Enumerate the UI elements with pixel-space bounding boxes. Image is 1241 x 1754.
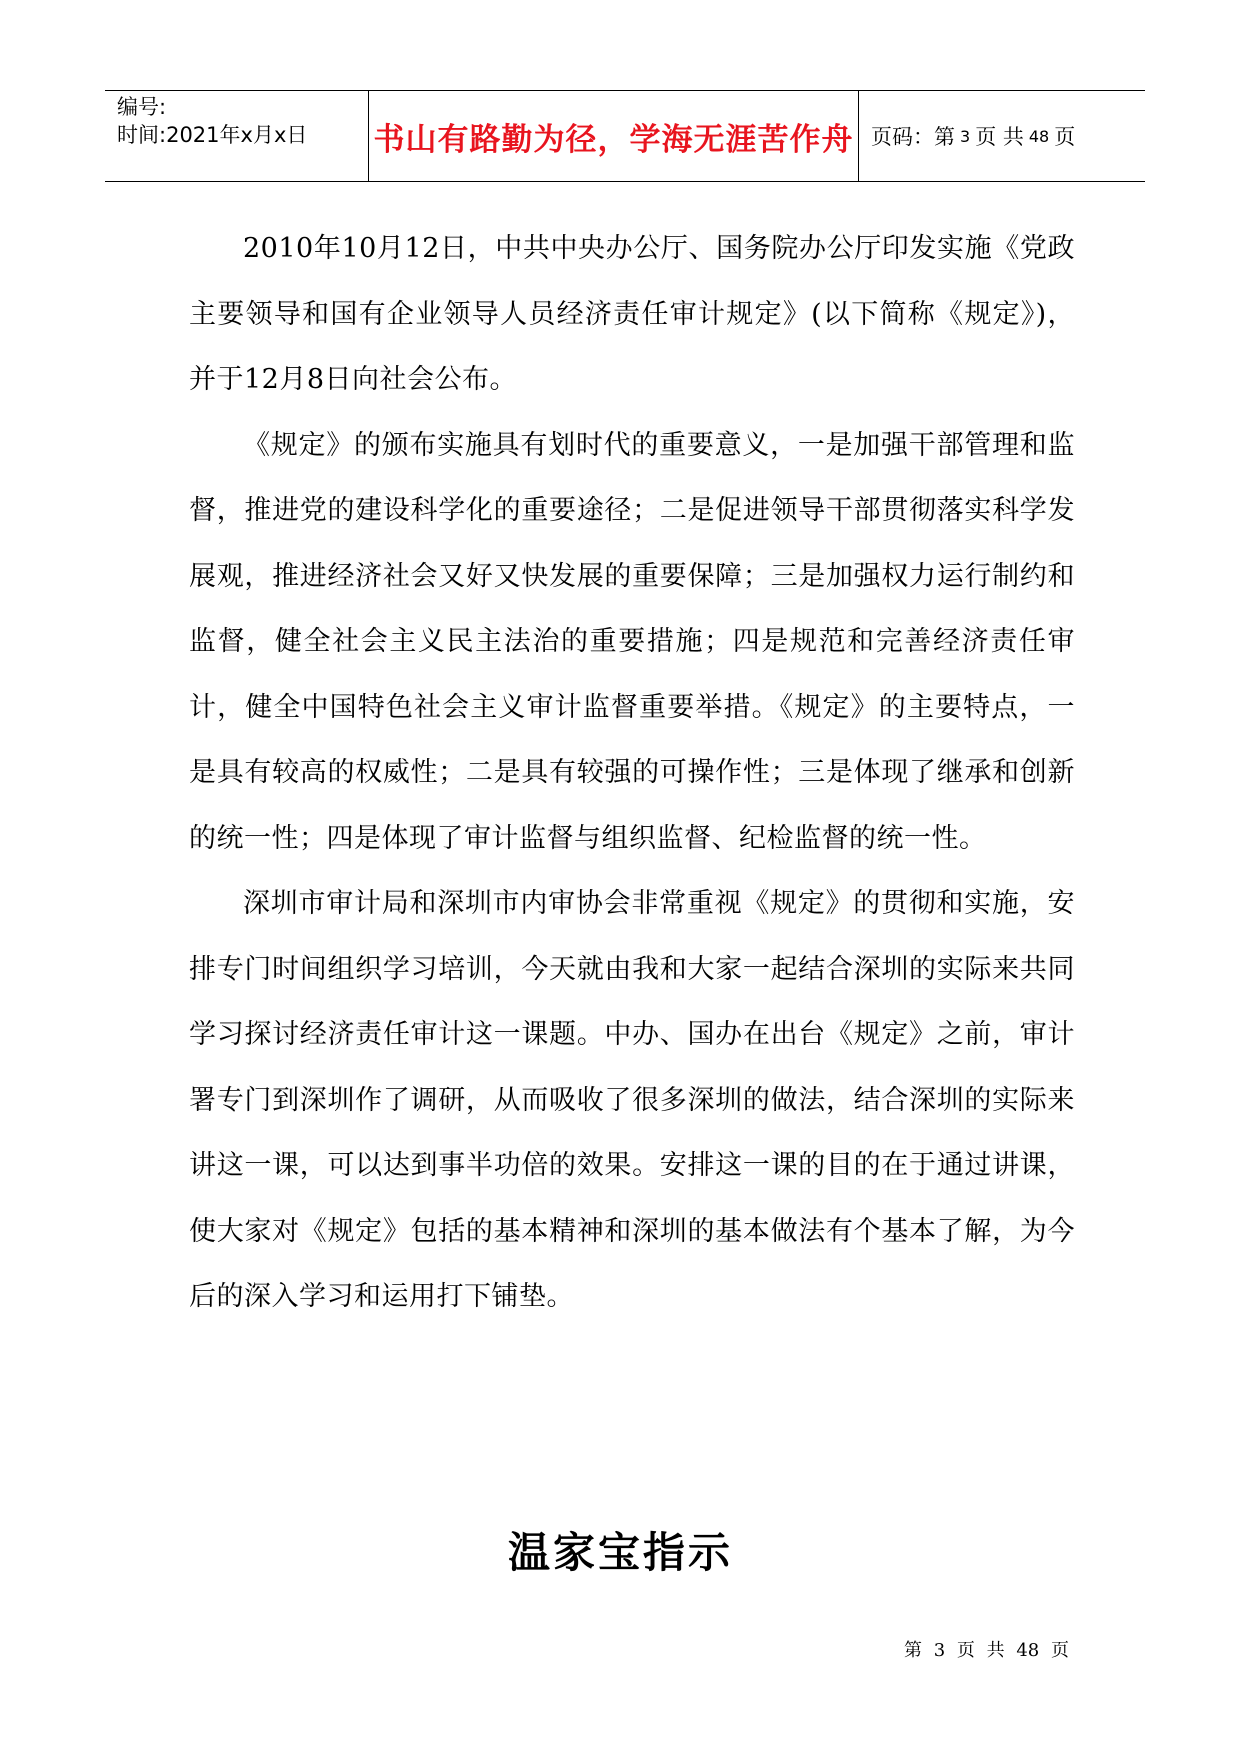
page-suffix: 页 — [1054, 125, 1076, 149]
page-header — [105, 90, 1145, 182]
paragraph-1: 2010年10月12日，中共中央办公厅、国务院办公厅印发实施《党政主要领导和国有企业领导人员经济责任审计规定》(以下简称《规定》)，并于12月8日向社会公布。 — [189, 233, 1075, 395]
header-page-number — [859, 91, 1145, 181]
header-meta — [105, 91, 369, 181]
time-value: 2021年x月x日 — [166, 123, 308, 147]
header-motto: 书山有路勤为径，学海无涯苦作舟 — [369, 91, 859, 181]
document-body — [189, 216, 1075, 1330]
page-footer: 第 3 页 共 48 页 — [904, 1640, 1069, 1661]
page-current: 3 — [960, 126, 971, 146]
number-label: 编号: — [117, 95, 167, 119]
paragraph-3: 深圳市审计局和深圳市内审协会非常重视《规定》的贯彻和实施，安排专门时间组织学习培训，今天就由我和大家一起结合深圳的实际来共同学习探讨经济责任审计这一课题。中办、国办在出台《规定》之前，审计署专门到深圳作了调研，从而吸收了很多深圳的做法，结合深圳的实际来讲这一课，可以达到事半功倍的效果。安排这一课的目的在于通过讲课，使大家对《规定》包括的基本精神和深圳的基本做法有个基本了解，为今后的深入学习和运用打下铺垫。 — [189, 888, 1075, 1312]
page-total: 48 — [1028, 126, 1050, 146]
time-label: 时间: — [117, 123, 167, 147]
paragraph-2: 《规定》的颁布实施具有划时代的重要意义，一是加强干部管理和监督，推进党的建设科学化的重要途径；二是促进领导干部贯彻落实科学发展观，推进经济社会又好又快发展的重要保障；三是加强权力运行制约和监督，健全社会主义民主法治的重要措施；四是规范和完善经济责任审计，健全中国特色社会主义审计监督重要举措。《规定》的主要特点，一是具有较高的权威性；二是具有较强的可操作性；三是体现了继承和创新的统一性；四是体现了审计监督与组织监督、纪检监督的统一性。 — [189, 429, 1075, 854]
page-middle: 页 共 — [975, 125, 1024, 149]
section-heading: 温家宝指示 — [507, 1528, 733, 1577]
time-row — [117, 121, 368, 149]
page-prefix: 页码：第 — [871, 125, 955, 149]
